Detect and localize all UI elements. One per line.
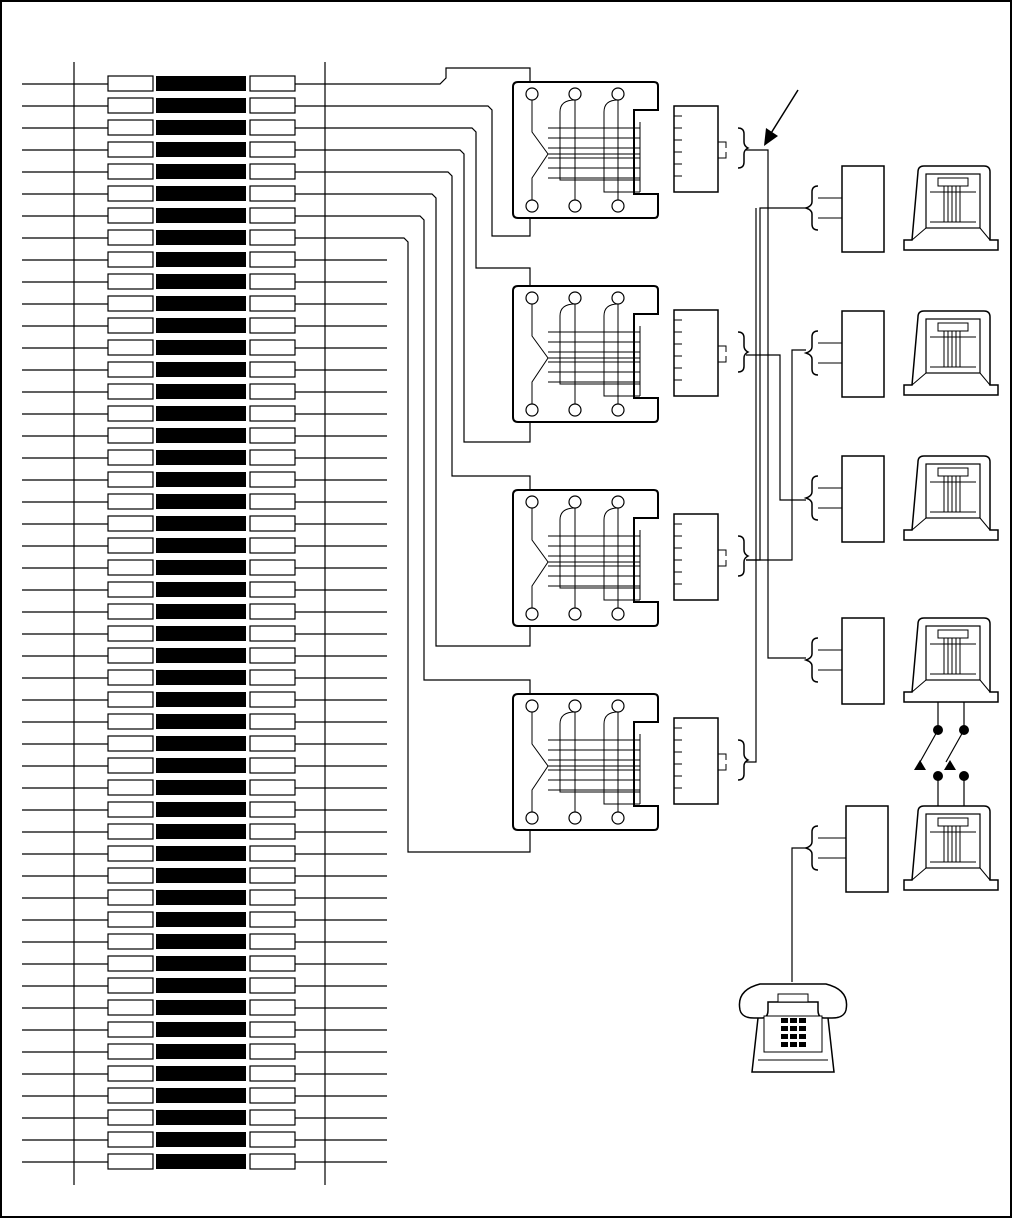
- clip-right: [250, 208, 295, 223]
- clip-center: [156, 494, 246, 509]
- terminal-screw: [526, 608, 538, 620]
- clip-right: [250, 1110, 295, 1125]
- clip-right: [250, 1044, 295, 1059]
- clip-right: [250, 186, 295, 201]
- clip-center: [156, 890, 246, 905]
- clip-left: [108, 714, 153, 729]
- clip-center: [156, 846, 246, 861]
- clip-right: [250, 98, 295, 113]
- terminal-screw: [526, 88, 538, 100]
- clip-right: [250, 1000, 295, 1015]
- clip-center: [156, 406, 246, 421]
- terminal-screw: [526, 700, 538, 712]
- clip-center: [156, 428, 246, 443]
- clip-right: [250, 230, 295, 245]
- clip-right: [250, 120, 295, 135]
- clip-right: [250, 714, 295, 729]
- clip-right: [250, 824, 295, 839]
- clip-right: [250, 802, 295, 817]
- clip-center: [156, 208, 246, 223]
- clip-center: [156, 120, 246, 135]
- clip-left: [108, 780, 153, 795]
- clip-center: [156, 164, 246, 179]
- clip-center: [156, 582, 246, 597]
- terminal-screw: [569, 404, 581, 416]
- clip-left: [108, 1000, 153, 1015]
- jack-plug: [842, 311, 884, 397]
- clip-left: [108, 494, 153, 509]
- clip-center: [156, 560, 246, 575]
- clip-left: [108, 384, 153, 399]
- clip-right: [250, 142, 295, 157]
- keypad-key: [790, 1018, 797, 1023]
- terminal-screw: [526, 404, 538, 416]
- clip-right: [250, 274, 295, 289]
- clip-right: [250, 692, 295, 707]
- clip-center: [156, 318, 246, 333]
- clip-right: [250, 670, 295, 685]
- terminal-screw: [612, 292, 624, 304]
- clip-center: [156, 956, 246, 971]
- terminal-screw: [569, 88, 581, 100]
- clip-center: [156, 648, 246, 663]
- terminal-screw: [569, 292, 581, 304]
- jack-latch: [938, 630, 968, 638]
- keypad-key: [799, 1034, 806, 1039]
- clip-left: [108, 428, 153, 443]
- clip-left: [108, 274, 153, 289]
- terminal-screw: [526, 200, 538, 212]
- clip-center: [156, 1044, 246, 1059]
- clip-right: [250, 450, 295, 465]
- clip-right: [250, 956, 295, 971]
- clip-left: [108, 252, 153, 267]
- clip-left: [108, 98, 153, 113]
- clip-right: [250, 780, 295, 795]
- clip-left: [108, 1044, 153, 1059]
- clip-left: [108, 956, 153, 971]
- terminal-screw: [569, 812, 581, 824]
- clip-right: [250, 406, 295, 421]
- clip-center: [156, 98, 246, 113]
- clip-right: [250, 164, 295, 179]
- terminal-screw: [569, 700, 581, 712]
- clip-center: [156, 186, 246, 201]
- clip-center: [156, 1066, 246, 1081]
- clip-center: [156, 934, 246, 949]
- clip-left: [108, 604, 153, 619]
- clip-center: [156, 1154, 246, 1169]
- clip-center: [156, 736, 246, 751]
- clip-left: [108, 516, 153, 531]
- jack-plug: [842, 456, 884, 542]
- keypad-key: [781, 1042, 788, 1047]
- clip-right: [250, 604, 295, 619]
- clip-left: [108, 406, 153, 421]
- terminal-screw: [612, 608, 624, 620]
- clip-left: [108, 648, 153, 663]
- clip-right: [250, 516, 295, 531]
- clip-left: [108, 164, 153, 179]
- clip-right: [250, 560, 295, 575]
- clip-right: [250, 1132, 295, 1147]
- clip-left: [108, 186, 153, 201]
- keypad-key: [790, 1034, 797, 1039]
- terminal-screw: [526, 496, 538, 508]
- terminal-screw: [526, 292, 538, 304]
- jack-latch: [938, 178, 968, 186]
- clip-center: [156, 714, 246, 729]
- clip-left: [108, 230, 153, 245]
- clip-center: [156, 978, 246, 993]
- clip-center: [156, 1132, 246, 1147]
- keypad-key: [781, 1018, 788, 1023]
- clip-left: [108, 978, 153, 993]
- terminal-screw: [569, 608, 581, 620]
- clip-center: [156, 824, 246, 839]
- clip-center: [156, 868, 246, 883]
- clip-right: [250, 1022, 295, 1037]
- jack-latch: [938, 818, 968, 826]
- keypad-key: [781, 1026, 788, 1031]
- clip-center: [156, 758, 246, 773]
- plug-body: [674, 310, 718, 396]
- clip-left: [108, 472, 153, 487]
- clip-center: [156, 384, 246, 399]
- clip-left: [108, 120, 153, 135]
- clip-right: [250, 846, 295, 861]
- clip-left: [108, 560, 153, 575]
- clip-left: [108, 934, 153, 949]
- clip-center: [156, 1088, 246, 1103]
- clip-center: [156, 538, 246, 553]
- clip-left: [108, 758, 153, 773]
- clip-right: [250, 736, 295, 751]
- clip-right: [250, 318, 295, 333]
- clip-left: [108, 802, 153, 817]
- keypad-key: [799, 1026, 806, 1031]
- clip-left: [108, 626, 153, 641]
- keypad-key: [781, 1034, 788, 1039]
- keypad-key: [799, 1018, 806, 1023]
- clip-left: [108, 296, 153, 311]
- phone-cradle: [778, 994, 808, 1002]
- clip-right: [250, 252, 295, 267]
- clip-left: [108, 318, 153, 333]
- clip-center: [156, 76, 246, 91]
- clip-right: [250, 868, 295, 883]
- clip-left: [108, 736, 153, 751]
- terminal-screw: [612, 200, 624, 212]
- terminal-screw: [526, 812, 538, 824]
- terminal-screw: [612, 812, 624, 824]
- clip-center: [156, 252, 246, 267]
- clip-left: [108, 912, 153, 927]
- clip-right: [250, 934, 295, 949]
- clip-center: [156, 516, 246, 531]
- clip-right: [250, 340, 295, 355]
- terminal-screw: [569, 200, 581, 212]
- clip-center: [156, 780, 246, 795]
- clip-right: [250, 428, 295, 443]
- plug-body: [674, 514, 718, 600]
- clip-center: [156, 692, 246, 707]
- clip-center: [156, 472, 246, 487]
- clip-left: [108, 670, 153, 685]
- clip-right: [250, 494, 295, 509]
- clip-right: [250, 648, 295, 663]
- clip-right: [250, 1154, 295, 1169]
- keypad-key: [790, 1026, 797, 1031]
- terminal-screw: [612, 700, 624, 712]
- jack-latch: [938, 323, 968, 331]
- clip-left: [108, 846, 153, 861]
- clip-center: [156, 912, 246, 927]
- keypad-key: [799, 1042, 806, 1047]
- clip-left: [108, 340, 153, 355]
- clip-right: [250, 978, 295, 993]
- jack-plug: [842, 618, 884, 704]
- clip-right: [250, 538, 295, 553]
- clip-center: [156, 1110, 246, 1125]
- clip-left: [108, 208, 153, 223]
- clip-center: [156, 142, 246, 157]
- clip-center: [156, 1000, 246, 1015]
- clip-center: [156, 362, 246, 377]
- clip-center: [156, 340, 246, 355]
- clip-right: [250, 1066, 295, 1081]
- clip-left: [108, 692, 153, 707]
- clip-center: [156, 802, 246, 817]
- clip-right: [250, 362, 295, 377]
- clip-center: [156, 450, 246, 465]
- clip-center: [156, 1022, 246, 1037]
- clip-right: [250, 1088, 295, 1103]
- clip-right: [250, 76, 295, 91]
- clip-right: [250, 912, 295, 927]
- clip-left: [108, 890, 153, 905]
- clip-left: [108, 824, 153, 839]
- clip-left: [108, 1022, 153, 1037]
- terminal-screw: [612, 88, 624, 100]
- clip-right: [250, 384, 295, 399]
- clip-left: [108, 868, 153, 883]
- clip-right: [250, 890, 295, 905]
- clip-left: [108, 1110, 153, 1125]
- clip-left: [108, 142, 153, 157]
- plug-body: [674, 106, 718, 192]
- clip-left: [108, 538, 153, 553]
- clip-left: [108, 76, 153, 91]
- jack-latch: [938, 468, 968, 476]
- clip-right: [250, 472, 295, 487]
- clip-right: [250, 582, 295, 597]
- plug-body: [674, 718, 718, 804]
- clip-left: [108, 1088, 153, 1103]
- clip-center: [156, 626, 246, 641]
- clip-left: [108, 362, 153, 377]
- clip-left: [108, 1132, 153, 1147]
- clip-center: [156, 604, 246, 619]
- clip-center: [156, 230, 246, 245]
- clip-left: [108, 1154, 153, 1169]
- clip-right: [250, 296, 295, 311]
- clip-left: [108, 582, 153, 597]
- jack-plug: [846, 806, 888, 892]
- clip-center: [156, 274, 246, 289]
- clip-center: [156, 296, 246, 311]
- clip-left: [108, 450, 153, 465]
- jack-plug: [842, 166, 884, 252]
- clip-left: [108, 1066, 153, 1081]
- clip-center: [156, 670, 246, 685]
- terminal-screw: [612, 404, 624, 416]
- clip-right: [250, 626, 295, 641]
- clip-right: [250, 758, 295, 773]
- terminal-screw: [569, 496, 581, 508]
- terminal-screw: [612, 496, 624, 508]
- keypad-key: [790, 1042, 797, 1047]
